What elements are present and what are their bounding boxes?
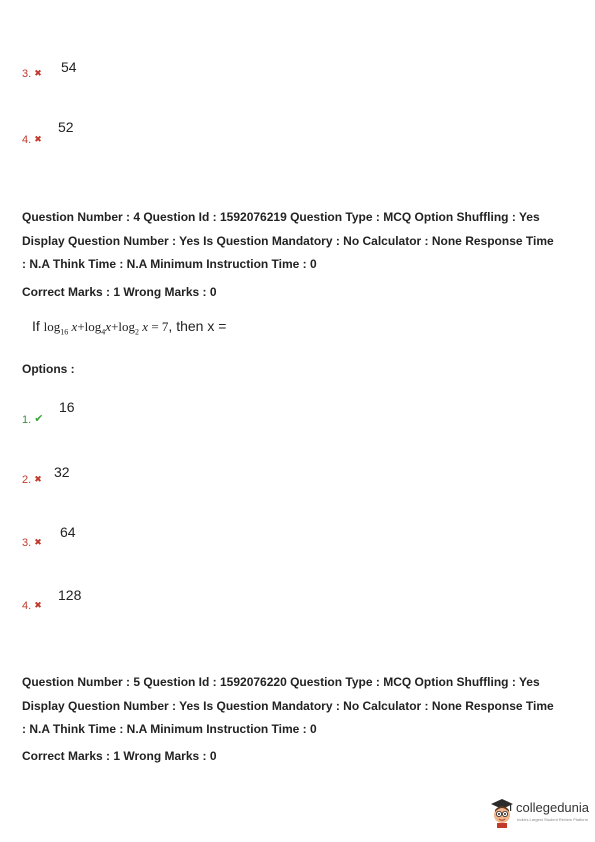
meta-line: : N.A Think Time : N.A Minimum Instruction Time : 0 xyxy=(22,722,317,736)
question-4-text xyxy=(32,318,226,337)
wrong-mark-icon: ✖ xyxy=(34,134,42,144)
meta-line: Question Number : 4 Question Id : 1592076219 Question Type : MCQ Option Shuffling : Yes xyxy=(22,210,540,224)
option-4 xyxy=(22,596,42,614)
prev-option-3 xyxy=(22,64,42,82)
question-suffix: , then x = xyxy=(168,318,227,334)
option-number: 3. xyxy=(22,537,32,549)
option-value: 54 xyxy=(61,59,77,75)
option-number: 2. xyxy=(22,474,32,486)
option-value: 16 xyxy=(59,399,75,415)
log-term: log xyxy=(84,319,102,334)
option-1 xyxy=(22,410,43,428)
operator: + xyxy=(111,319,119,334)
logo-name: collegedunia xyxy=(516,800,590,815)
wrong-mark-icon: ✖ xyxy=(34,537,42,547)
question-prefix: If xyxy=(32,318,40,334)
option-2 xyxy=(22,470,42,488)
option-number: 4. xyxy=(22,134,32,146)
logo-tagline: India's Largest Student Review Platform xyxy=(517,817,589,822)
option-value: 52 xyxy=(58,119,74,135)
collegedunia-logo xyxy=(490,798,590,832)
meta-line: Display Question Number : Yes Is Question Mandatory : No Calculator : None Response Time xyxy=(22,698,554,713)
log-base: 4 xyxy=(101,327,106,337)
question-4-marks: Correct Marks : 1 Wrong Marks : 0 xyxy=(22,285,217,299)
variable: x xyxy=(142,319,149,334)
variable: x xyxy=(71,319,78,334)
operator: + xyxy=(77,319,85,334)
option-number: 4. xyxy=(22,600,32,612)
option-3 xyxy=(22,533,42,551)
option-value: 128 xyxy=(58,587,82,603)
question-5-meta xyxy=(22,671,582,742)
options-label: Options : xyxy=(22,362,75,376)
meta-line: : N.A Think Time : N.A Minimum Instruction Time : 0 xyxy=(22,257,317,271)
question-5-marks: Correct Marks : 1 Wrong Marks : 0 xyxy=(22,749,217,763)
option-number: 3. xyxy=(22,68,32,80)
log-base: 2 xyxy=(135,327,140,337)
log-base: 16 xyxy=(60,327,69,337)
equation xyxy=(43,319,169,337)
wrong-mark-icon: ✖ xyxy=(34,68,42,78)
option-number: 1. xyxy=(22,414,32,426)
option-value: 32 xyxy=(54,464,70,480)
correct-check-icon: ✔ xyxy=(34,413,44,425)
prev-option-4 xyxy=(22,130,42,148)
log-term: log xyxy=(43,319,61,334)
meta-line: Display Question Number : Yes Is Question Mandatory : No Calculator : None Response Time xyxy=(22,233,554,248)
variable: x xyxy=(105,319,112,334)
option-value: 64 xyxy=(60,524,76,540)
graduate-mascot-icon xyxy=(490,798,514,828)
meta-line: Question Number : 5 Question Id : 1592076220 Question Type : MCQ Option Shuffling : Yes xyxy=(22,675,540,689)
question-4-meta xyxy=(22,206,582,277)
wrong-mark-icon: ✖ xyxy=(34,474,42,484)
log-term: log xyxy=(118,319,136,334)
equation-rhs: = 7 xyxy=(151,319,169,334)
wrong-mark-icon: ✖ xyxy=(34,600,42,610)
